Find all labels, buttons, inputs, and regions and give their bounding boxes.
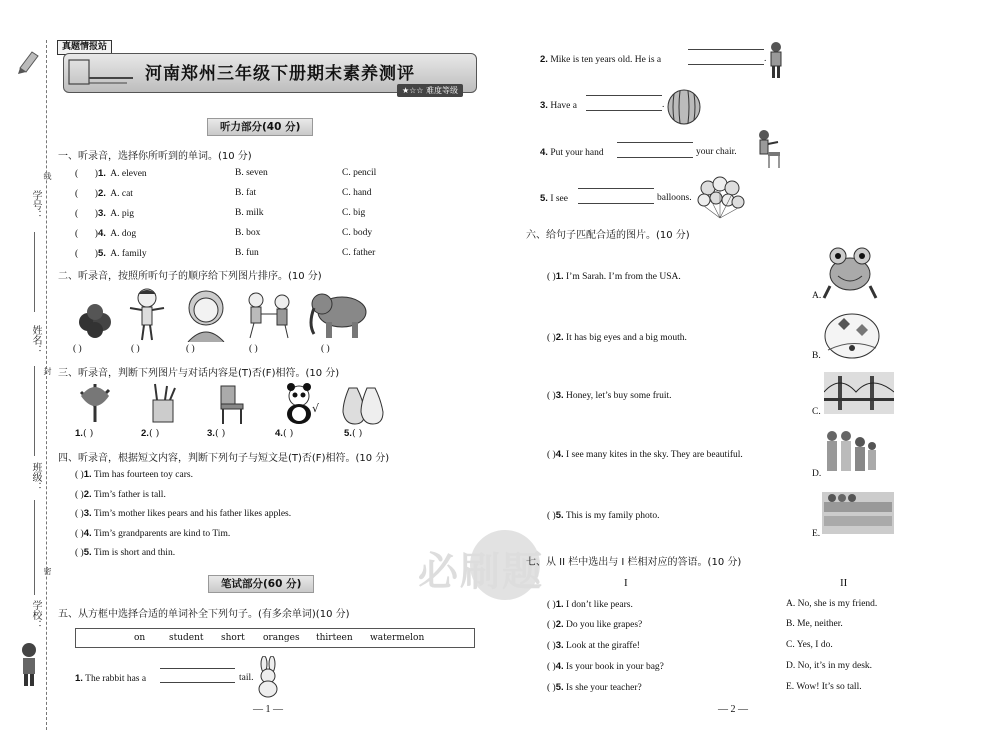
q6-row [547,390,671,401]
answer-paren[interactable]: ( ) [75,490,84,500]
leaf-icon [81,384,109,422]
q6-letter-d: D. [812,469,822,479]
q3-item-4 [275,428,293,439]
q1-opt-b: B. fat [235,188,257,198]
class-line [34,500,35,595]
word-option: short [221,633,245,643]
q6-num: 1. [555,271,564,282]
answer-paren[interactable]: ( ) [547,641,556,651]
answer-paren[interactable]: ( ) [75,509,84,519]
children-icon [249,293,289,338]
q3-item-2 [141,428,159,439]
q1-num: 4. [97,228,106,239]
q5-s2-blank[interactable] [688,64,764,65]
q3-num: 5. [344,428,352,439]
q4-row [75,489,166,500]
listening-banner: 听力部分(40 分) [207,118,313,136]
q6-text: I see many kites in the sky. They are beautiful. [566,450,743,460]
balloons-icon [694,176,746,220]
q7-answer: D. No, it’s in my desk. [786,661,873,671]
binding-strip [0,0,52,748]
q7-num: 1. [555,599,564,610]
q1-row [75,248,147,259]
answer-paren[interactable]: ( ) [547,683,556,693]
q5-s4-post: your chair. [696,147,737,157]
q1-row [75,228,136,239]
boy-icon [130,289,164,340]
q6-title: 六、给句子匹配合适的图片。(10 分) [526,230,690,241]
q1-opt-b: B. fun [235,248,259,258]
pears-icon [343,388,383,424]
q5-s5 [540,193,568,204]
word-option: watermelon [370,633,425,643]
q4-row [75,508,291,519]
q5-num: 1. [75,673,83,684]
answer-paren[interactable]: ( ) [75,189,98,199]
q7-question: Is your book in your bag? [566,662,664,672]
q1-opt-c: C. body [342,228,373,238]
bridge-icon [824,372,894,414]
writing-banner: 笔试部分(60 分) [208,575,314,593]
kites-icon [822,312,880,360]
q5-s5-blank[interactable] [578,203,654,204]
grandma-icon [188,291,224,342]
header-tag: 真题情报站 [57,40,112,55]
binding-dashed-line [46,40,47,730]
answer-paren[interactable]: ( ) [148,428,160,439]
exam-header [55,40,477,98]
q4-text: Tim’s mother likes pears and his father likes apples. [93,509,292,519]
pencil-box-icon [153,384,175,422]
answer-paren[interactable]: ( ) [547,511,556,521]
mark-seal: 封 [43,367,52,375]
q3-num: 4. [275,428,283,439]
rabbit-icon [255,656,283,698]
q6-row [547,510,660,521]
q1-opt-a: A. cat [110,189,133,199]
q7-question: Do you like grapes? [566,620,643,630]
answer-paren[interactable]: ( ) [547,272,556,282]
q7-answer: A. No, she is my friend. [786,599,878,609]
q5-s2-pre: Mike is ten years old. He is a [550,55,662,65]
q7-col2-header: II [840,577,848,589]
q6-text: It has big eyes and a big mouth. [566,333,687,343]
q1-num: 1. [97,168,106,179]
q7-num: 4. [555,661,564,672]
q5-s4-pre: Put your hand [550,148,604,158]
q5-num: 5. [540,193,548,204]
q5-s4-blank-top [617,142,693,143]
q1-opt-a: A. eleven [110,169,147,179]
q1-opt-b: B. box [235,228,261,238]
grapes-icon [79,304,111,338]
answer-paren[interactable]: ( ) [547,333,556,343]
q1-opt-b: B. milk [235,208,264,218]
answer-paren[interactable]: ( ) [547,600,556,610]
check-mark: √ [312,402,320,415]
q2-paren-1[interactable]: ( ) [73,344,82,354]
q5-s1-post: tail. [239,673,254,683]
elephant-icon [311,294,366,338]
q1-row [75,188,133,199]
q7-question: Is she your teacher? [566,683,642,693]
q1-num: 3. [97,208,106,219]
word-option: oranges [263,633,300,643]
fruit-shop-icon [822,492,894,534]
q6-letter-b: B. [812,351,821,361]
q3-pictures [75,382,405,426]
q3-item-1 [75,428,93,439]
q4-row [75,547,175,558]
q3-title: 三、听录音，判断下列图片与对话内容是(T)否(F)相符。(10 分) [58,368,340,379]
q5-s4 [540,147,604,158]
answer-paren[interactable]: ( ) [75,548,84,558]
q7-row [547,599,633,610]
family-icon [822,428,880,478]
answer-paren[interactable]: ( ) [75,529,84,539]
q4-num: 4. [83,528,92,539]
q6-letter-e: E. [812,529,821,539]
q1-title: 一、听录音，选择你所听到的单词。(10 分) [58,151,252,162]
q7-num: 2. [555,619,564,630]
watermark: 必刷题 [418,549,544,595]
pencil-deco-icon [18,48,40,74]
q6-text: Honey, let’s buy some fruit. [566,391,672,401]
q3-item-3 [207,428,225,439]
answer-paren[interactable]: ( ) [214,428,226,439]
page-number-right: — 2 — [718,704,748,715]
q6-letter-a: A. [812,291,822,301]
q5-s1-blank-top [160,668,235,669]
q5-s5-pre: I see [550,194,568,204]
mark-line: 线 [43,172,52,180]
class-label: 班级： [30,462,41,492]
q1-opt-c: C. big [342,208,366,218]
q5-num: 4. [540,147,548,158]
student-id-line [34,232,35,312]
q7-title: 七、从 II 栏中选出与 I 栏相对应的答语。(10 分) [526,557,742,568]
answer-paren[interactable]: ( ) [547,450,556,460]
q4-row [75,528,230,539]
q4-title: 四、听录音，根据短文内容，判断下列句子与短文是(T)否(F)相符。(10 分) [58,453,390,464]
answer-paren[interactable]: ( ) [75,209,98,219]
q5-title: 五、从方框中选择合适的单词补全下列句子。(有多余单词)(10 分) [58,609,350,620]
q7-question: I don’t like pears. [566,600,633,610]
q1-opt-a: A. dog [110,229,137,239]
q1-opt-a: A. family [110,249,147,259]
q1-num: 5. [97,248,106,259]
q2-paren-5[interactable]: ( ) [321,344,330,354]
q4-text: Tim has fourteen toy cars. [93,470,193,480]
q4-num: 3. [83,508,92,519]
difficulty-badge: ★☆☆ 难度等级 [397,84,463,97]
name-label: 姓名： [30,325,41,355]
boy-standing-icon [766,40,786,80]
q1-row [75,168,147,179]
q5-s2-post: . [764,54,767,64]
q7-answer: C. Yes, I do. [786,640,833,650]
q7-row [547,640,640,651]
q4-num: 5. [83,547,92,558]
q3-item-5 [344,428,362,439]
q6-text: This is my family photo. [565,511,660,521]
answer-paren[interactable]: ( ) [547,620,556,630]
q7-row [547,619,642,630]
school-label: 学校： [30,600,41,630]
q5-num: 2. [540,54,548,65]
q5-num: 3. [540,100,548,111]
q1-opt-c: C. hand [342,188,372,198]
q7-row [547,661,664,672]
word-option: thirteen [316,633,353,643]
q5-s3 [540,100,577,111]
page-title: 河南郑州三年级下册期末素养测评 [145,64,415,84]
q4-num: 2. [83,489,92,500]
q3-num: 1. [75,428,83,439]
student-id-label: 学号： [30,190,41,220]
q6-row [547,332,687,343]
q1-opt-c: C. father [342,248,376,258]
word-option: student [169,633,204,643]
q4-text: Tim’s father is tall. [93,490,166,500]
q7-answer: B. Me, neither. [786,619,843,629]
q5-s3-blank-top [586,95,662,96]
frog-icon [822,246,878,300]
q1-row [75,208,134,219]
panda-icon [287,383,311,424]
q6-letter-c: C. [812,407,821,417]
q1-opt-a: A. pig [110,209,135,219]
q5-s5-blank-top [578,188,654,189]
chair-icon [221,386,243,424]
q4-text: Tim is short and thin. [93,548,176,558]
q7-answer: E. Wow! It’s so tall. [786,682,862,692]
child-figure-icon [16,640,42,690]
q2-paren-2[interactable]: ( ) [131,344,140,354]
answer-paren[interactable]: ( ) [82,428,94,439]
q5-s2 [540,54,661,65]
q5-s1 [75,673,146,684]
q6-text: I’m Sarah. I’m from the USA. [566,272,681,282]
q5-s3-pre: Have a [550,101,577,111]
answer-paren[interactable]: ( ) [351,428,363,439]
q4-text: Tim’s grandparents are kind to Tim. [93,529,231,539]
word-box [75,628,475,648]
q7-num: 5. [555,682,564,693]
q4-num: 1. [83,469,92,480]
q2-paren-4[interactable]: ( ) [249,344,258,354]
answer-paren[interactable]: ( ) [547,662,556,672]
q6-num: 4. [555,449,564,460]
q6-row [547,271,681,282]
watermelon-icon [666,86,702,126]
q6-num: 3. [555,390,564,401]
answer-paren[interactable]: ( ) [75,470,84,480]
answer-paren[interactable]: ( ) [75,249,98,259]
q2-pictures [70,286,490,342]
q1-opt-b: B. seven [235,168,268,178]
header-deco-icon [67,58,137,88]
answer-paren[interactable]: ( ) [282,428,294,439]
q2-title: 二、听录音，按照所听句子的顺序给下列图片排序。(10 分) [58,271,322,282]
q5-s3-post: . [662,100,665,110]
q7-row [547,682,642,693]
child-chair-icon [754,128,782,170]
q5-s4-blank[interactable] [617,157,693,158]
q7-num: 3. [555,640,564,651]
answer-paren[interactable]: ( ) [547,391,556,401]
q5-s2-blank-top [688,49,764,50]
q6-num: 2. [555,332,564,343]
q5-s5-post: balloons. [657,193,692,203]
q2-paren-3[interactable]: ( ) [186,344,195,354]
q6-num: 5. [555,510,564,521]
q5-s1-pre: The rabbit has a [85,674,147,684]
q3-num: 2. [141,428,149,439]
mark-close: 密 [43,567,52,575]
word-option: on [134,633,146,643]
q1-opt-c: C. pencil [342,168,377,178]
q7-col1-header: I [624,577,628,589]
page-number-left: — 1 — [253,704,283,715]
q5-s3-blank[interactable] [586,110,662,111]
q3-num: 3. [207,428,215,439]
answer-paren[interactable]: ( ) [75,169,98,179]
q7-question: Look at the giraffe! [566,641,640,651]
name-line [34,366,35,456]
q1-num: 2. [97,188,106,199]
answer-paren[interactable]: ( ) [75,229,98,239]
q4-row [75,469,193,480]
q5-s1-blank[interactable] [160,682,235,683]
q6-row [547,449,743,460]
